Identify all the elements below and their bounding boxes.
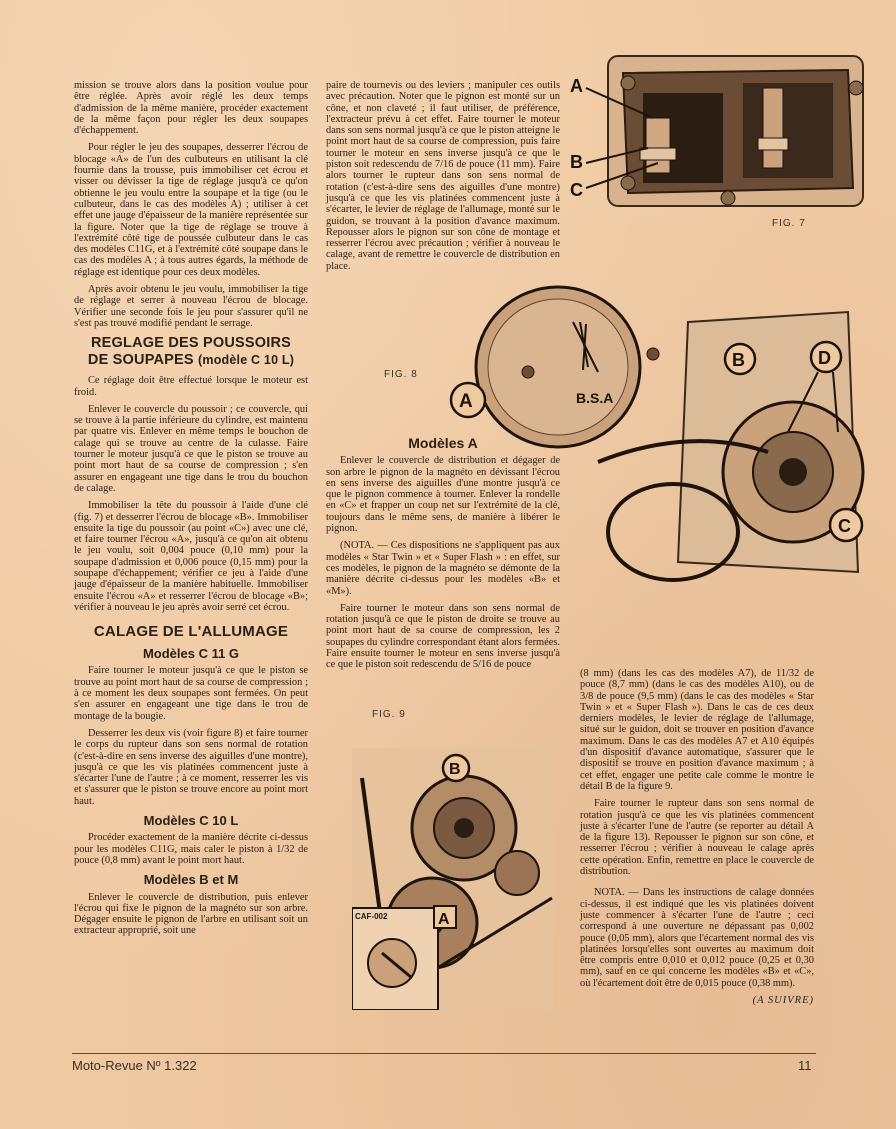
heading-line	[74, 352, 308, 369]
to-be-continued: (A SUIVRE)	[752, 995, 814, 1007]
paragraph: (NOTA. — Ces dispositions ne s'appliquent pas aux modèles « Star Twin » et « Super Flash » : en effet, sur ces modèles, le pignon de la magnéto se démonte de la manière décrite ci-dessus pour les modèles «B» et «M»).	[326, 540, 560, 597]
figure-9-label-b: B	[449, 761, 461, 778]
figure-7-label-a: A	[570, 76, 583, 96]
figure-7-label-b: B	[570, 152, 583, 172]
section-heading-calage: CALAGE DE L'ALLUMAGE	[93, 623, 289, 641]
figure-8-logo: B.S.A	[576, 390, 614, 406]
figure-8-label-b: B	[732, 350, 745, 370]
column-3	[580, 668, 814, 1006]
figure-8	[448, 282, 876, 597]
paragraph: Faire tourner le moteur dans son sens normal de rotation jusqu'à ce que le piston de droite se trouve au point mort haut de sa course de compression, les 2 soupapes du cylindre correspondant étant alors fermées. Faire ensuite tourner le moteur en sens inverse jusqu'à ce que le piston soit redescendu de 5/16 de pouce	[326, 602, 560, 671]
paragraph: Desserrer les deux vis (voir figure 8) et faire tourner le corps du rupteur dans son sens normal de rotation (c'est-à-dire en sens inverse des aiguilles d'une montre), jusqu'à ce que les vis platinées commencent juste à s'écarter l'une de l'autre ; à ce moment, resserrer les vis et s'assurer que le piston se trouve encore au point mort haut.	[74, 727, 308, 807]
figure-9-label-a: A	[438, 911, 450, 928]
paragraph: Faire tourner le moteur jusqu'à ce que le piston se trouve au point mort haut de sa course de compression ; à ce moment les deux soupapes sont fermées. On peut s'en assurer en engageant une tige dans le trou de montage de la bougie.	[74, 665, 308, 722]
figure-8-drawing	[448, 282, 876, 597]
paragraph: NOTA. — Dans les instructions de calage données ci-dessus, il est indiqué que les vis platinées doivent juste commencer à s'écarter l'une de l'autre ; ceci correspond à une ouverture ne dépassant pas 0,002 pouce (0,05 mm), alors que l'écartement normal des vis platinées lorsqu'elles sont ouvertes au maximum doit être compris entre 0,010 et 0,012 pouce (0,25 et 0,30 mm), sauf en ce qui concerne les modèles «B» et «C», où l'écartement doit être de 0,015 pouce (0,38 mm).	[580, 887, 814, 989]
paragraph: Enlever le couvercle du poussoir ; ce couvercle, qui se trouve à la partie inférieure du cylindre, est maintenu par quatre vis. Enlever en même temps le bouchon de calage qui se trouve au centre de la culasse. Faire tourner le moteur jusqu'à ce que le piston se trouve au point mort haut de sa course de compression ; s'en assurer en engageant une tige dans le trou du bouchon de calage.	[74, 403, 308, 494]
column-1	[74, 80, 308, 943]
figure-9-code: CAF-002	[355, 912, 388, 921]
figure-7	[568, 48, 874, 216]
subheading-bm: Modèles B et M	[143, 872, 239, 888]
figure-9-drawing	[352, 748, 554, 1010]
paragraph: Enlever le couvercle de distribution, puis enlever l'écrou qui fixe le pignon de la magnéto sur son arbre. Dégager ensuite le pignon de l'arbre en utilisant soit un extracteur approprié, soit une	[74, 891, 308, 937]
paragraph: Ce réglage doit être effectué lorsque le moteur est froid.	[74, 375, 308, 398]
subheading-modeles-a: Modèles A	[408, 435, 478, 451]
figure-9-caption: FIG. 9	[372, 709, 406, 720]
paragraph: mission se trouve alors dans la position voulue pour être réglée. Après avoir réglé les deux temps d'admission de la même manière, procéder exactement de la même façon pour régler les deux soupapes d'échappement.	[74, 80, 308, 137]
figure-8-label-c: C	[838, 516, 851, 536]
paragraph: Pour régler le jeu des soupapes, desserrer l'écrou de blocage «A» de l'un des culbuteurs en utilisant la clé fournie dans la trousse, puis immobiliser cet écrou et visser ou dévisser la tige de réglage jusqu'à ce qu'on obtienne le jeu voulu entre la soupape et la tige (ou le culbuteur, dans le cas des modèles A) ; utiliser à cet effet une jauge d'épaisseur de la manière représentée sur la figure. Noter que la tige de réglage se trouve à l'extrémité côté tige de poussée culbuteur dans le cas des modèles C11G, et à l'extrémité côté soupape dans le cas des modèles A ; à tous autres égards, la méthode de réglage est identique pour ces deux modèles.	[74, 142, 308, 278]
paragraph: (8 mm) (dans les cas des modèles A7), de 11/32 de pouce (8,7 mm) (dans le cas des modèles A10), ou de 3/8 de pouce (9,5 mm) (dans le cas des modèles « Star Twin » et « Super Flash »). Dans le cas de ces deux derniers modèles, le levier de réglage de l'allumage, situé sur le guidon, doit se trouver en position d'avance maximum. Dans le cas des modèles A7 et A10 équipés d'un dispositif d'avance automatique, s'assurer que le dispositif se trouve en position d'avance maximum ; à cet effet, engager une petite cale comme le montre le détail B de la figure 9.	[580, 668, 814, 792]
figure-7-caption: FIG. 7	[772, 218, 806, 229]
figure-7-drawing	[568, 48, 874, 216]
figure-8-label-a: A	[459, 391, 473, 412]
paragraph: paire de tournevis ou des leviers ; manipuler ces outils avec précaution. Noter que le pignon est monté sur un cône, et non claveté ; il faut utiliser, de préférence, l'extracteur prévu à cet effet. Faire tourner le moteur dans son sens normal jusqu'à ce que le piston atteigne le point mort haut de sa course de compression, puis faire tourner le moteur en sens inverse jusqu'à ce que le piston soit redescendu de 7/16 de pouce (11 mm). Faire alors tourner le rupteur dans son sens normal de rotation (c'est-à-dire sens des aiguilles d'une montre) jusqu'à ce que les vis platinées commencent juste à s'écarter, le levier de réglage de l'allumage, monté sur le guidon, se trouvant à la position d'avance maximum. Repousser alors le pignon sur son cône de montage et resserrer l'écrou avec précaution ; vérifier à nouveau le calage, avant de remettre le couvercle de distribution en place.	[326, 80, 560, 272]
footer-magazine: Moto-Revue Nº 1.322	[72, 1058, 197, 1073]
section-heading-reglage	[74, 335, 308, 369]
heading-line: REGLAGE DES POUSSOIRS	[91, 335, 291, 352]
paragraph: Faire tourner le rupteur dans son sens normal de rotation jusqu'à ce que les vis platinées commencent juste à s'écarter l'une de l'autre (se reporter au détail A de la figure 13). Repousser le pignon sur son cône, et resserrer l'écrou ; vérifier à nouveau le calage après cette opération. Enfin, remettre en place le couvercle de distribution.	[580, 798, 814, 878]
figure-9	[352, 748, 554, 1010]
paragraph: Après avoir obtenu le jeu voulu, immobiliser la tige de réglage et serrer à nouveau l'écrou de blocage. Vérifier une seconde fois le jeu pour s'assurer qu'il ne s'est pas trouvé modifié pendant le serrage.	[74, 284, 308, 329]
figure-8-caption: FIG. 8	[384, 369, 418, 380]
paragraph: Immobiliser la tête du poussoir à l'aide d'une clé (fig. 7) et desserrer l'écrou de blocage «B». Immobiliser ensuite la tige du poussoir (au point «C») avec une clé, et faire tourner l'écrou «A», jusqu'à ce qu'on ait obtenu le jeu voulu, soit 0,004 pouce (0,10 mm) pour la soupape d'admission et 0,006 pouce (0,15 mm) pour la soupape d'échappement; vérifier ce jeu à l'aide d'une jauge d'épaisseur de la manière habituelle. Immobiliser ensuite l'écrou «A» et resserrer l'écrou de blocage «B»; vérifier à nouveau le jeu après avoir serré cet écrou.	[74, 500, 308, 613]
subheading-c11g: Modèles C 11 G	[142, 646, 240, 662]
heading-model: (modèle C 10 L)	[198, 353, 295, 368]
column-2	[326, 80, 560, 278]
figure-7-label-c: C	[570, 180, 583, 200]
subheading-c10l: Modèles C 10 L	[143, 813, 239, 829]
paragraph: Procéder exactement de la manière décrite ci-dessus pour les modèles C11G, mais caler le piston à 1/32 de pouce (0,8 mm) avant le point mort haut.	[74, 832, 308, 866]
footer-page-number: 11	[798, 1058, 812, 1073]
figure-8-label-d: D	[818, 348, 831, 368]
heading-text: DE SOUPAPES	[87, 352, 194, 369]
footer-rule	[72, 1053, 816, 1054]
paragraph: Enlever le couvercle de distribution et dégager de son arbre le pignon de la magnéto en dévissant l'écrou en sens inverse des aiguilles d'une montre jusqu'à ce que le pignon commence à tourner. Enlever la rondelle en «C» et frapper un coup net sur l'extrémité de la clé, toujours dans le même sens, de manière à libérer le pignon.	[326, 455, 560, 535]
